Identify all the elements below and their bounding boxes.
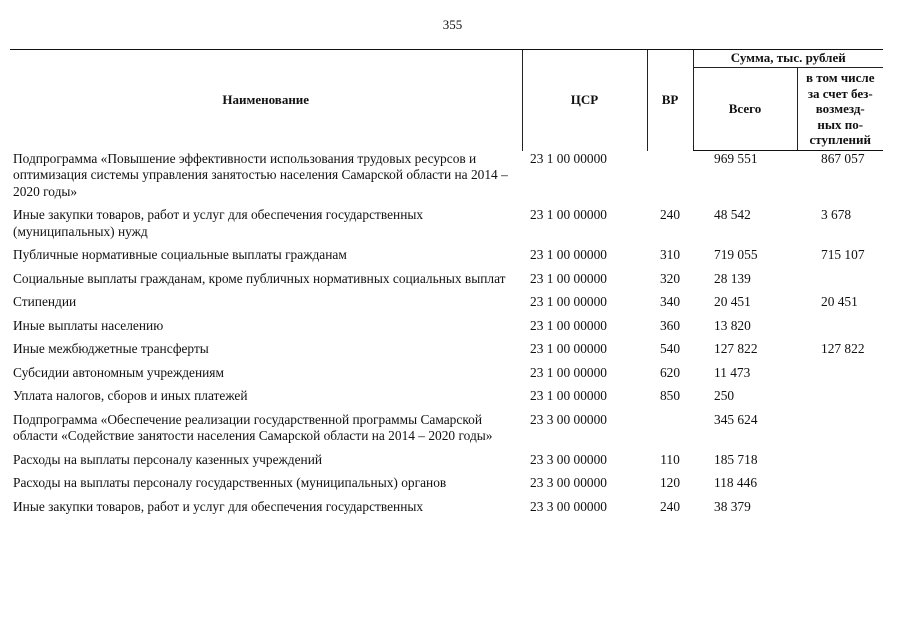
row-total: 969 551 <box>714 151 758 166</box>
row-name: Иные межбюджетные трансферты <box>13 341 209 356</box>
table-row <box>10 365 883 389</box>
row-name: Иные выплаты населению <box>13 317 164 333</box>
header-sum: Сумма, тыс. рублей <box>693 50 883 68</box>
row-csr: 23 1 00 00000 <box>530 270 607 286</box>
header-incl-line: ных по- <box>817 116 864 132</box>
row-vr: 850 <box>659 388 681 403</box>
row-total: 118 446 <box>714 475 758 490</box>
header-incl-line: возмезд- <box>815 101 865 117</box>
table-row <box>10 294 883 318</box>
row-csr: 23 1 00 00000 <box>530 150 607 166</box>
row-vr: 310 <box>659 247 681 262</box>
row-vr: 240 <box>659 207 681 222</box>
table-row <box>10 499 883 516</box>
row-incl <box>797 388 883 412</box>
row-vr: 320 <box>659 270 681 286</box>
row-name: Публичные нормативные социальные выплаты гражданам <box>13 247 347 262</box>
row-name: Расходы на выплаты персоналу казенных учреждений <box>13 451 323 467</box>
row-name: Стипендии <box>13 294 77 309</box>
row-incl <box>797 499 883 516</box>
row-incl <box>797 365 883 389</box>
row-incl: 127 822 <box>821 341 865 356</box>
row-total: 28 139 <box>714 270 751 286</box>
row-name: Иные закупки товаров, работ и услуг для обеспечения государственных (муниципальных) нужд <box>13 207 424 239</box>
row-total: 11 473 <box>714 364 751 380</box>
row-name: Расходы на выплаты персоналу государственных (муниципальных) органов <box>13 475 447 490</box>
row-name: Социальные выплаты гражданам, кроме публичных нормативных социальных выплат <box>13 270 506 286</box>
row-csr: 23 1 00 00000 <box>530 207 607 222</box>
header-incl-line: в том числе <box>806 70 875 86</box>
row-vr: 540 <box>659 341 681 356</box>
row-incl: 715 107 <box>821 247 865 262</box>
table-row <box>10 318 883 342</box>
row-total: 20 451 <box>714 294 751 309</box>
header-csr: ЦСР <box>522 50 647 151</box>
row-vr: 340 <box>659 294 681 309</box>
row-name: Уплата налогов, сборов и иных платежей <box>13 388 248 403</box>
row-name: Подпрограмма «Обеспечение реализации государственной программы Самарской области «Содействие занятости населения Самарской области на 2014 – 2020 годы» <box>13 411 493 443</box>
row-total: 719 055 <box>714 247 758 262</box>
row-total: 48 542 <box>714 207 751 222</box>
row-total: 13 820 <box>714 317 751 333</box>
row-vr <box>647 412 693 452</box>
table-row <box>10 452 883 476</box>
row-total: 38 379 <box>714 498 751 514</box>
row-csr: 23 3 00 00000 <box>530 411 607 427</box>
row-vr: 240 <box>659 498 681 514</box>
row-incl <box>797 452 883 476</box>
table-row <box>10 388 883 412</box>
row-incl <box>797 318 883 342</box>
row-csr: 23 3 00 00000 <box>530 475 607 490</box>
row-csr: 23 3 00 00000 <box>530 498 607 514</box>
table-header <box>10 50 883 151</box>
header-name: Наименование <box>10 50 522 151</box>
header-incl <box>797 68 883 151</box>
row-incl <box>797 412 883 452</box>
header-vr: ВР <box>647 50 693 151</box>
row-csr: 23 3 00 00000 <box>530 451 607 467</box>
table-row <box>10 151 883 208</box>
row-vr: 110 <box>660 451 680 467</box>
row-incl <box>797 271 883 295</box>
row-csr: 23 1 00 00000 <box>530 317 607 333</box>
table-row <box>10 412 883 452</box>
row-total: 345 624 <box>714 411 758 427</box>
row-incl: 867 057 <box>821 151 865 166</box>
table-body <box>10 151 883 516</box>
header-incl-line: ступлений <box>809 132 871 148</box>
row-vr: 360 <box>659 317 681 333</box>
row-incl: 3 678 <box>821 207 852 222</box>
page-number: 355 <box>442 17 463 32</box>
row-csr: 23 1 00 00000 <box>530 341 607 356</box>
row-total: 250 <box>714 388 735 403</box>
header-total: Всего <box>693 68 797 151</box>
row-name: Субсидии автономным учреждениям <box>13 364 224 380</box>
header-incl-line: за счет без- <box>807 85 873 101</box>
row-incl: 20 451 <box>821 294 858 309</box>
row-vr: 620 <box>659 364 681 380</box>
table-row <box>10 271 883 295</box>
row-csr: 23 1 00 00000 <box>530 247 607 262</box>
row-total: 127 822 <box>714 341 758 356</box>
row-vr: 120 <box>659 475 681 490</box>
row-csr: 23 1 00 00000 <box>530 294 607 309</box>
row-csr: 23 1 00 00000 <box>530 364 607 380</box>
row-csr: 23 1 00 00000 <box>530 388 607 403</box>
row-name: Подпрограмма «Повышение эффективности использования трудовых ресурсов и оптимизация системы управления занятостью населения Самарской области на 2014 – 2020 годы» <box>13 150 508 199</box>
table-row <box>10 207 883 247</box>
row-incl <box>797 475 883 499</box>
row-name: Иные закупки товаров, работ и услуг для обеспечения государственных <box>13 498 424 514</box>
table-row <box>10 247 883 271</box>
table-row <box>10 475 883 499</box>
budget-table <box>10 49 883 515</box>
row-vr <box>647 151 693 208</box>
table-row <box>10 341 883 365</box>
row-total: 185 718 <box>714 451 758 467</box>
